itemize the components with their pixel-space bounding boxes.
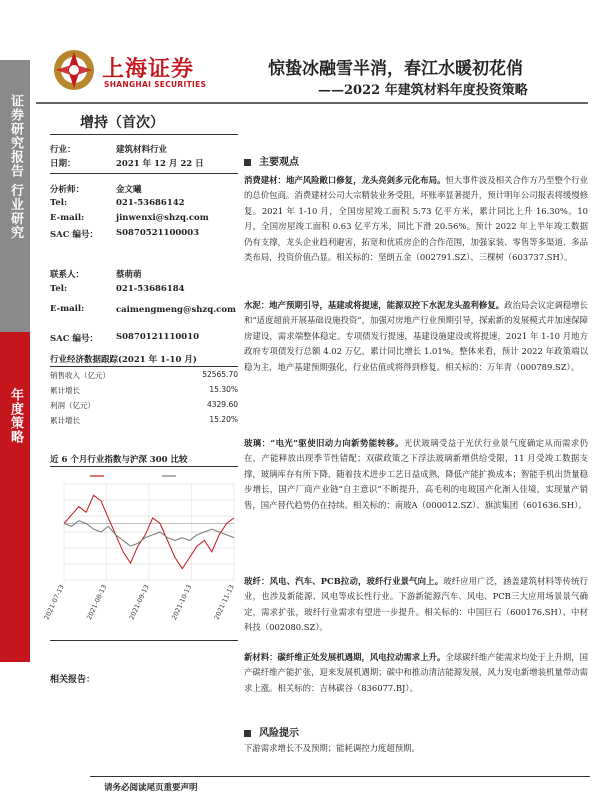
x-tick-label: 2021-08-13 <box>85 583 109 622</box>
sidebar-top-label: 证券研究报告 行业研究 <box>8 94 23 240</box>
paragraph-glass: 玻璃：“电光”驱使旧动力向新势能转移。光伏玻璃受益于光伏行业景气度确定从而需求仍在，产能释放出现季节性错配；双碳政策之下浮法玻璃新增供给受限，11 月受竣工数据支撑，玻璃库存有所下降，随着技术进步工艺日益成熟，降低产能扩换成本；智能手机出货量稳步增长，国产厂商产业链“自主意识”不断提升，高毛利的电玻国产化渐入佳境，实现量产销售，国产替代趋势仍在持续。相关标的：南玻A（000012.SZ）、旗滨集团（601636.SH）。 <box>244 438 588 510</box>
logo-cn: 上海证券 <box>102 57 195 82</box>
x-tick-label: 2021-10-13 <box>170 583 194 622</box>
divider <box>50 640 238 641</box>
divider <box>50 173 238 174</box>
paragraph-cement: 水泥：地产预期引导，基建或将提速，能源双控下水泥龙头盈利修复。政治局会议定调稳增长和“适度超前开展基础设施投资”，加强对房地产行业预期引导，探索新的发展模式并加速保障房建设，需求端整体稳定。专项债发行提速，基建设施建设或将提速，2021 年 1-10 月地方政府专项债发行总额 4.02 万亿，累计同比增长 1.01%。整体来看，预计 2022 年政策端以稳为主，地产基建预期强化，行业估值或将得到修复。相关标的：万年青（000789.SZ）。 <box>244 300 588 372</box>
sidebar-bottom-label: 年度策略 <box>8 388 23 444</box>
square-bullet-icon <box>244 730 251 737</box>
table-row: 累计增长 15.30% <box>50 385 238 395</box>
table-row: 累计增长 15.20% <box>50 415 238 425</box>
econ-table-title: 行业经济数据跟踪(2021 年 1-10 月) <box>50 355 197 365</box>
risk-heading: 风险提示 <box>244 724 299 739</box>
report-subtitle: ——2022 年建筑材料年度投资策略 <box>318 83 528 98</box>
logo-mark-icon <box>52 48 96 92</box>
paragraph-new-materials: 新材料：碳纤维正处发展机遇期，风电拉动需求上升。全球碳纤维产能需求均处于上升期，国产碳纤维产能扩张，迎来发展机遇期；碳中和推动清洁能源发展，风力发电新增装机量带动需求上涨。相关标的：吉林碳谷（836077.BJ）。 <box>244 652 588 693</box>
paragraph-consumer-building: 消费建材：地产风险敞口修复，龙头亮剑多元化布局。恒大事件波及相关合作方乃至整个行业的总价包商。消费建材公司大宗精装业务受阻，坏账率显著提升，预计明年公司报表将缓慢修复。2021 年 1-10 月，全国房屋竣工面积 5.73 亿平方米，累计同比上升 16.30%。10 月，全国房屋竣工面积 0.63 亿平方米，同比下滑 20.56%。预计 2022 年上半年竣工数据仍有支撑，龙头企业趋利避害，拓宽和优质房企的合作范围，加强家装、零售等多渠道、多品类布局，投资价值凸显。相关标的：坚朗五金（002791.SZ）、三棵树（603737.SH）。 <box>244 175 588 263</box>
company-logo <box>52 48 222 96</box>
related-reports-label: 相关报告： <box>50 675 96 685</box>
report-title: 惊蛰冰融雪半消，春江水暖初花俏 <box>268 59 523 79</box>
divider <box>50 366 238 367</box>
x-tick-label: 2021-09-13 <box>127 583 151 622</box>
chart-grid <box>64 484 234 580</box>
footer-disclaimer: 请务必阅读尾页重要声明 <box>104 783 198 793</box>
chart-title: 近 6 个月行业指数与沪深 300 比较 <box>50 455 188 465</box>
x-tick-label: 2021-07-13 <box>42 583 66 622</box>
sidebar-red-band <box>0 332 30 662</box>
footer-divider <box>90 776 590 777</box>
index-comparison-chart <box>42 468 238 638</box>
square-bullet-icon <box>244 159 251 166</box>
rating: 增持（首次） <box>80 115 164 131</box>
chart-x-ticks <box>43 583 236 621</box>
x-tick-label: 2021-11-13 <box>212 583 236 622</box>
sidebar-grey-band <box>0 60 30 332</box>
table-row: 销售收入（亿元） 52565.70 <box>50 370 238 380</box>
main-heading: 主要观点 <box>244 153 299 168</box>
table-row: 利润（亿元） 4329.60 <box>50 400 238 410</box>
logo-en: SHANGHAI SECURITIES <box>104 80 207 89</box>
header-divider <box>36 102 588 104</box>
rating-divider <box>50 134 238 135</box>
risk-text: 下游需求增长不及预期；能耗调控力度超预期。 <box>244 743 420 753</box>
sidebar <box>0 0 30 800</box>
divider <box>50 466 238 467</box>
paragraph-glass-fiber: 玻纤：风电、汽车、PCB拉动，玻纤行业景气向上。玻纤应用广泛，涵盖建筑材料等传统行业，也涉及新能源、风电等成长性行业。下游新能源汽车、风电、PCB三大应用场景景气确定，需求扩张，玻纤行业需求有望进一步提升。相关标的：中国巨石（600176.SH）、中材科技（002080.SZ）。 <box>244 576 588 633</box>
